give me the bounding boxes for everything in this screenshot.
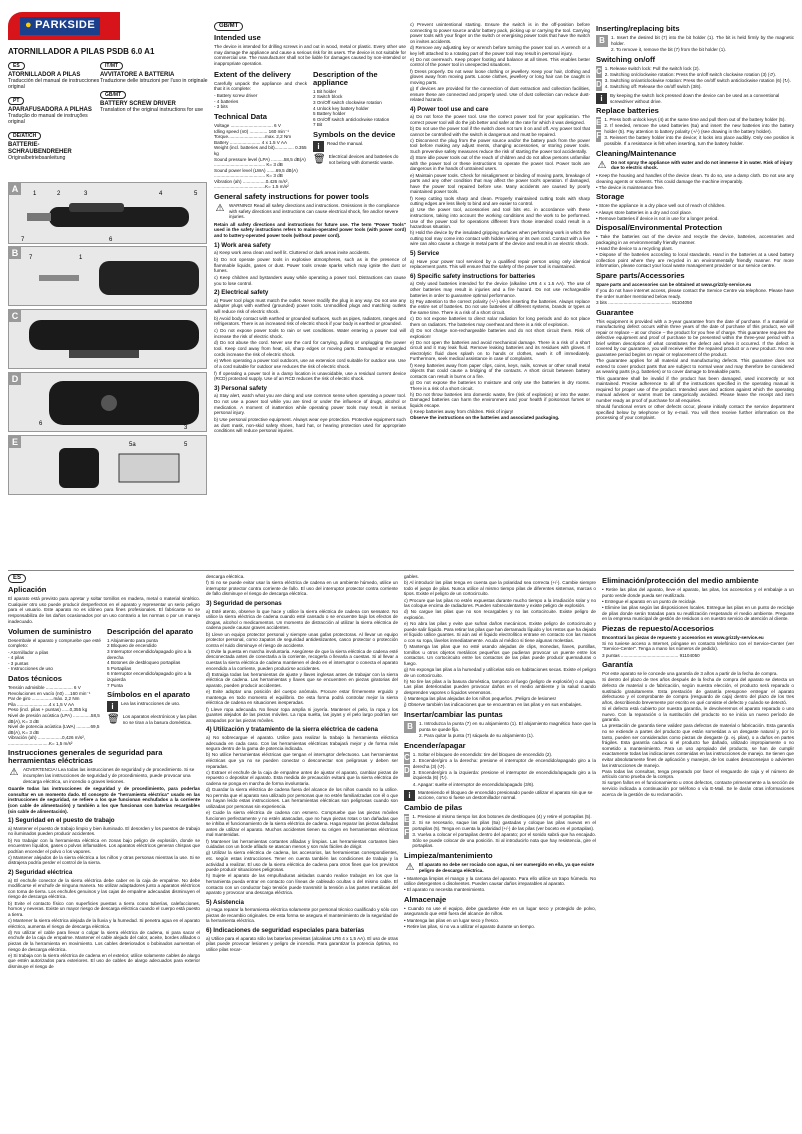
info-icon: i bbox=[596, 93, 607, 104]
figure-letter: A bbox=[9, 183, 21, 195]
figure-d bbox=[8, 372, 207, 432]
figure-letter: E bbox=[9, 436, 21, 448]
callout: 3 bbox=[184, 425, 188, 431]
callout: 6 bbox=[109, 237, 113, 243]
lang-badge: ES bbox=[8, 62, 25, 70]
warning-icon: ⚠ bbox=[597, 159, 607, 171]
warning-icon: ⚠ bbox=[9, 767, 19, 779]
en-column-2: c) Prevent unintentional starting. Ensure the switch is in the off-position before connecting to power source and/or battery pack, picking up or carrying the tool. Carrying power tools with your finger on the switch or energising power tools that have the switch on invites accidents. d) Remove any adjusting key or wrench before turning the power tool on. A wrench or a key left attached to a rotating part of the power tool may result in personal injury. e) Do not overreach. Keep proper footing and balance at all times. This enables better control of the power tool in unexpected situations. f) Dress properly. Do not wear loose clothing or jewellery. Keep your hair, clothing and gloves away from moving parts. Loose clothes, jewellery or long hair can be caught in moving parts. g) If devices are provided for the connection of dust extraction and collection facilities, ensure these are connected and properly used. Use of dust collection can reduce dust-related hazards. 4) Power tool use and care a) Do not force the power tool. Use the correct power tool for your application. The correct power tool will do the job better and safer at the rate for which it was designed. b) Do not use the power tool if the switch does not turn it on and off. Any power tool that cannot be controlled with the switch is dangerous and must be repaired. c) Disconnect the plug from the power source and/or the battery pack from the power tool before making any adjust ments, changing accessories, or storing power tools. Such preventive safety measures reduce the risk of starting the power tool accidentally. d) Store idle power tools out of the reach of children and do not allow persons unfamiliar with the power tool or these instructions to operate the power tool. Power tools are dangerous in the hands of untrained users. e) Maintain power tools. Check for misalignment or binding of moving parts, breakage of parts and any other condition that may affect the power tool's operation. If damaged, have the power tool repaired before use. Many accidents are caused by poorly maintained power tools. f) Keep cutting tools sharp and clean. Properly maintained cutting tools with sharp cutting edges are less likely to bind and are easier to control. g) Use the power tool, accessories and tool bits etc. in accordance with these instructions, taking into account the working conditions and the work to be performed. Use of the power tool for operations different from those intended could result in a hazardous situation. h) Hold the device by the insulated gripping surfaces when performing work in which the cutting tool may come into contact with hidden wiring or its own cord. Contact with a live wire can also cause a charge in metal parts of the device and result in an electric shock. 5) Service a) Have your power tool serviced by a qualified repair person using only identical replacement parts. This will ensure that the safety of the power tool is maintained. 6) Specific safety instructions for batteries a) Only used batteries intended for the device (alkaline LR6 4 x 1.5 AA). The use of other batteries may result in injuries and a fire hazard. Do not use rechargeable batteries in order to guarantee optimal performance. b) Pay attention to the correct polarity (+/-) when inserting the batteries. Always replace the entire set of batteries. Do not use batteries of different systems, brands or types at the same time. There is a risk of a short circuit. c) Do not expose batteries to direct solar radiation for long periods and do not place them on radiators. The batteries may overheat and there is a risk of explosion. d) Do not charge non-rechargeable batteries and do not short circuit them. Risk of explosion! e) Do not open the batteries and avoid mechanical damage. There is a risk of a short circuit and it may leak fluid. Remove leaking batteries and its residues with gloves. If electrolytic fluid does splash on to hands or clothes, wash it off immediately. Furthermore, seek medical assistance in case of complaints. f) Keep batteries away from paper clips, coins, keys, nails, screws or other small metal objects that could cause a bridging of the contacts. A short circuit between battery contacts can result in burns or a fire. g) Do not expose the batteries to moisture and only use the batteries in dry rooms. There is a risk of a short circuit. h) Do not throw batteries into domestic waste, fire (risk of explosion) or into the water. Damaged batteries can harm the environment and your health if poisonous fumes or liquids escape. i) Keep batteries away from children. Risk of injury! Observe the instructions on the batteries and associated packaging. bbox=[410, 22, 590, 421]
es-column-1: ES Aplicación El aparato está previsto para apretar y soltar tornillos en madera, metal o material sintético. Cualquier otro uso puede producir desperfectos en el aparato y representar un serio peligro para el usuario. Este aparato no es idóneo para fines profesionales. El fabricante no se responsabiliza de los daños ocasionados por un uso contrario a los normas o por un manejo inadecuado. Volumen de suministro Desembale el aparato y compruebe que esté completo: - Atornillador a pilas - 4 pilas - 3 puntas - Instrucciones de uso Datos técnicos Tensión admisible ..................... 6 V Revoluciones en vacío (n0) ....160 min⁻¹ Par de giro .................máx. 2,2 Nm Pila .........................4 x 1,5 V AA Peso (incl. pilas + puntas) ......0,355 kg Nivel de presión acústica (LPA) ..............58,5 dB(A), K= 3 dB Nivel de potencia acústica (LWA) ...........69,5 dB(A), K= 3 dB Vibración (ah) ...................0,426 m/s², ................................K= 1,5 m/s² Descripción del aparato 1 Alojamiento para punta 2 Bloqueo de encendido 3 Interruptor encendido/apagado giro a la derecha 4 Botones de desbloqueo portapilas 5 Portapilas 6 Interruptor encendido/apagado giro a la izquierda 7 Punta Símbolos en el aparato i Lea las instrucciones de uso. 🗑 Los aparatos electrónicos y las pilas no se tiran a la basura doméstica. Instrucciones generales de seguridad para herramientas eléctricas ⚠ ADVERTENCIA! Lea todas las instrucciones de seguridad y de procedimiento. Si se incumplen las instrucciones de seguridad y de procedimiento, puede provocar una descarga eléctrica, un incendio o graves lesiones. Guarde todas las instrucciones de seguridad y de procedimiento, para poderlas consultar en un momento dado. El concepto de "herramienta eléctrica" usado en las instrucciones de seguridad, se refiere a los que funcionan enchufados a la corriente (con cable de alimentación) y también a los que funcionan con baterías recargables (sin cable de alimentación). 1) Seguridad en el puesto de trabajo a) Mantener el puesto de trabajo limpio y bien iluminado. El desorden y los puestos de trabajo no iluminados pueden producir accidentes. b) No trabajar con la herramienta eléctrica en zonas bajo peligro de explosión, donde se encuentren líquidos, gases o polvos inflamables. Los aparatos eléctricos generan chispas que podrían encender el polvo o los vapores. c) Mantener alejados de la sierra eléctrica a los niños y otras personas mientras la use. Si se distrajera podría perder el control de la sierra. 2) Seguridad eléctrica a) El enchufe conector de la sierra eléctrica debe caber en la caja de empalme. No debe modificarse el enchufe de ninguna manera. No utilizar adaptadores junto a aparatos eléctricos con toma de tierra. Los enchufes genuinos y las cajas de empalme adecuadas disminuyen el riesgo de descarga eléctrica. b) Evite el contacto físico con superficies puestas a tierra como tuberías, calefacciones, hornos y neveras. Existe un mayor riesgo de descarga eléctrica cuando el cuerpo está puesto a tierra. c) Mantener la sierra eléctrica alejada de la lluvia y la humedad. Si penetra agua en el aparato eléctrico, aumenta el riesgo de descarga eléctrica. d) No utilizar el cable para llevar o colgar la sierra eléctrica de cadena, ni para sacar el enchufe de la caja de empalme. Mantener el cable alejado del calor, aceite, bordes afilados o piezas de la herramienta en movimiento. Los cables deteriorados o bobinados aumentan el riesgo de descarga eléctrica. e) Si trabaja con la sierra eléctrica de cadena en el exterior, utilice solamente cables de alargo que estén autorizados para exteriores. El uso de cables de alargo adecuados para exterior disminuye el riesgo de bbox=[8, 575, 200, 969]
intended-use-heading: Intended use bbox=[214, 33, 261, 43]
figure-letter: B bbox=[9, 247, 21, 259]
es-column-2: descarga eléctrica. f) Si no se puede evitar usar la sierra eléctrica de cadena en un ambiente húmedo, utilice un interruptor protector contra corriente de fallo. El uso del interruptor protector contra corriente de fallo disminuye el riesgo de descarga eléctrica. 3) Seguridad de personas a) Esté atento, observe lo que hace y utilice la sierra eléctrica de cadena con sensatez. No utilice la sierra eléctrica de cadena cuando esté cansado o se encuentre bajo los efectos de drogas, alcohol o medicamentos. Un momento de distracción al utilizar la sierra eléctrica de cadena puede causar graves accidentes. b) Lleve un equipo protector personal y siempre unas gafas protectoras. Al llevar un equipo protector personal, como zapatos de seguridad antideslizantes, casco protector o protección contra el ruido disminuye el riesgo de accidente. c) Evite la puesta en marcha involuntaria. Asegúrese de que la sierra eléctrica de cadena esté desconectada antes de conectarla a la corriente, recogerla o llevarla a cuestas. Si al llevar a cuestas la sierra eléctrica de cadena mantienen el dedo en el interruptor o conecta el aparato encendido a la corriente, pueden producirse accidentes. d) Extraiga todas las herramientas de ajuste y llaves inglesas antes de trabajar con la sierra eléctrica de cadena. Las herramientas y llaves que se encuentren en piezas giratorias del aparato, pueden producir accidentes. e) Evite adoptar una posición del cuerpo anómala. Procure estar firmemente erguido y mantenga en todo momento el equilibrio. De esta forma podrá controlar mejor la sierra eléctrica de cadena en situaciones inesperadas. f) Lleve ropa adecuada. No llevar ropa amplia ni joyería. Mantener el pelo, la ropa y los guantes alejados de las piezas móviles. La ropa suelta, las joyas y el pelo largo podrían ser atrapados por las piezas móviles. 4) Utilización y tratamiento de la sierra eléctrica de cadena a) No sobrecargue el aparato. Utilice para realizar la trabajo la herramienta eléctrica adecuada en cada caso. Con las herramientas eléctricas trabajará mejor y de forma más segura dentro de la gama de potencia indicada. b) No utilice herramientas eléctricas que tengan el interruptor defectuoso. Las herramientas eléctricas que ya no se pueden conectar o desconectar son peligrosas y deben ser reparadas. c) Extraer el enchufe de la caja de empalme antes de ajustar el aparato, cambiar piezas de repuesto o depositar el aparato. Esta medida de precaución evitará que la sierra eléctrica de cadena se ponga en marcha de forma involuntaria. d) Guardar la sierra eléctrica de cadena fuera del alcance de los niños cuando no la utilice. No permita que el aparato sea utilizado por personas que no estén familiarizadas con él o que no hayan leído estas instrucciones. Las herramientas eléctricas son peligrosas cuando son utilizadas por personas sin experiencia. e) Cuide la sierra eléctrica de cadena con esmero. Compruebe que las piezas móviles funcionen perfectamente y no estén atascadas, que no haya piezas rotas o tan dañadas que se inhiba el funcionamiento de la sierra eléctrica de cadena. Haga reparar las piezas dañadas antes de utilizar el aparato. Muchos accidentes tienen su origen en herramientas eléctricas mal mantenidas. f) Mantener las herramientas cortantes afiladas y limpias. Las herramientas cortantes bien cuidadas con un borde afilado se atascan menos y son más fáciles de dirigir. g) Utilizar la sierra eléctrica de cadena, los accesorios, las herramientas correspondientes, etc. según estas instrucciones. Tener en cuenta también las condiciones de trabajo y la actividad a realizar. El uso de la sierra eléctrica de cadena para otros fines que los previstos puede producir situaciones peligrosas. h) Sujete el aparato de las empuñaduras aisladas cuando realice trabajos en los que la herramienta pueda entrar en contacto con líneas de cableado ocultas o del mismo cable. El contacto con un conductor bajo tensión puede transmitir la tensión a las partes metálicas del aparato y provocar una descarga eléctrica. 5) Asistencia a) Haga reparar la herramienta eléctrica solamente por personal técnico cualificado y sólo con piezas de recambio originales. De esta forma se asegura el mantenimiento de la seguridad de la herramienta eléctrica. 6) Indicaciones de seguridad especiales para baterías a) Utilice para el aparato sólo las baterías previstas (alcalinas LR6 4 x 1,5 AA). El uso de otras pilas puede provocar lesiones y peligro de incendio. Para garantizar la potencia óptima, no utilice pilas recar- bbox=[206, 574, 398, 952]
figure-ref: F bbox=[404, 828, 410, 837]
figure-ref: D bbox=[596, 79, 602, 89]
figure-ref: B bbox=[596, 35, 608, 47]
extent-heading: Extent of the delivery bbox=[214, 69, 291, 79]
callout: 1 bbox=[33, 191, 37, 197]
callout: 4 bbox=[159, 191, 163, 197]
intended-use-text: The device is intended for drilling screws in and out in wood, metal or plastic. Every other use may damage the appliance and cause a serious risk for its users. The device is not suitable for commercial use. The manufacturer shall not be liable for damages caused by non-intended or inappropriate operation. bbox=[214, 44, 406, 67]
callout: 7 bbox=[21, 237, 25, 243]
figure-ref: E bbox=[596, 118, 602, 128]
callout: 5a bbox=[129, 442, 136, 448]
lang-title: ATORNILLADOR A PILAS bbox=[8, 72, 81, 79]
lang-badge-es: ES bbox=[8, 574, 26, 583]
bit-insert-drawing bbox=[9, 247, 207, 306]
figure-e bbox=[8, 435, 207, 495]
description-heading: Description of the appliance bbox=[313, 69, 378, 87]
figure-ref: C bbox=[596, 66, 602, 76]
lang-badge: GB/MT bbox=[100, 91, 126, 99]
lang-subtitle: Tradução do manual de instruções original bbox=[8, 112, 88, 125]
parkside-logo: ● PARKSIDE bbox=[8, 12, 120, 40]
lang-gb bbox=[100, 87, 210, 114]
lang-pt bbox=[8, 93, 100, 126]
language-list-right bbox=[100, 58, 210, 116]
info-icon: i bbox=[404, 790, 415, 801]
callout: 3 bbox=[84, 191, 88, 197]
lang-subtitle: Translation of the original instructions for use bbox=[100, 106, 204, 113]
callout: 6 bbox=[39, 421, 43, 427]
lang-badge: DE/AT/CH bbox=[8, 132, 41, 140]
lang-es bbox=[8, 58, 100, 91]
figure-a bbox=[8, 182, 207, 244]
weee-bin-icon: 🗑 bbox=[313, 153, 326, 165]
figure-ref: F bbox=[596, 131, 602, 141]
lang-badge: PT bbox=[8, 97, 24, 105]
language-list-left bbox=[8, 58, 100, 164]
section-divider bbox=[8, 570, 794, 571]
es-column-4: Eliminación/protección del medio ambiente • Retire las pilas del aparato, lleve el aparato, las pilas, los accesorios y el embalaje a un punto verde donde pueda ser reutilizado. • Entregue el aparato en un punto de reciclaje. • Elimine las pilas según las disposiciones locales. Entregue las pilas en un punto de reciclaje de pilas donde serán tratadas para su reutilización respetando el medio ambiente. Pregunte en la empresa municipal de gestión de residuos o en nuestro servicio de atención al cliente. Piezas de repuesto/Accesorios Encontrará las piezas de repuesto y accesorios en www.grizzly-service.eu Si no tuviese acceso a Internet, póngase en contacto telefónico con el Service-Center (ver "Service-Center". Tenga a mano los números de pedido). 3 puntas ............................................. 91104050 Garantía Por este aparato se le concede una garantía de 3 años a partir de la fecha de compra. Si dentro del plazo de tres años después de la fecha de compra del aparato se detecta un defecto de material o de fabricación, según nuestra elección, el producto será reparado o sustituido gratuitamente. Esta prestación de garantía presupone entregar el aparato defectuoso y el comprobante de compra (resguardo de caja) dentro del plazo de los tres años, describiendo brevemente por escrito en qué consiste el defecto y cuándo se detectó. Si el defecto está cubierto por nuestra garantía, le devolveremos el aparato reparado o uno nuevo. Con la reparación o la sustitución del producto no se inicia un nuevo período de garantía. La prestación de garantía tiene validez para defectos de material o fabricación. Esta garantía no se extiende a partes del producto que están sometidas a un desgaste natural y, por lo tanto, pueden ser considerados como piezas de desgaste (p. ej. pilas), o a daños en partes frágiles. Esta garantía caduca si el producto fue dañado, utilizado impropiamente o no sometido a mantenimiento. Para un uso apropiado del producto, se han de cumplir exactamente todas las indicaciones contenidas en las instrucciones de manejo. Se tienen que evitar absolutamente fines de aplicación y manejos, de los cuales desaconsejan o advierten las instrucciones de manejo. Para todas las consultas, tenga preparado por favor el resguardo de caja y el número de artículo como prueba de la compra. Si surgen fallos en el funcionamiento u otros defectos, contacte primeramente a la sección de servicio indicada a continuación por teléfono o vía E-Mail. Se le darán otras informaciones acerca de la gestión de su reclamación. bbox=[602, 576, 794, 797]
lang-badge-en: GB/MT bbox=[214, 22, 243, 31]
switch-drawing bbox=[9, 373, 207, 432]
callout: 5 bbox=[184, 442, 188, 448]
lang-title: APARAFUSADORA A PILHAS bbox=[8, 107, 92, 114]
figure-ref: E bbox=[404, 815, 410, 824]
screwdriver-drawing bbox=[9, 183, 207, 244]
lang-de bbox=[8, 128, 100, 162]
en-column-3: Inserting/replacing bits B 1. Insert the desired bit (7) into the bit holder (1). The bit is held firmly by the magnetic holder. 2. To remove it, remove the bit (7) from the bit holder (1). Switching on/off C D 1. Release switch lock: Pull the switch lock (2). 2. Switching on/clockwise rotation: Press the on/off switch clockwise rotation (3) (↺). 3. Switching on/anticlockwise rotation: Press the on/off switch anticlockwise rotation (6) (↻). 4. Switching off: Release the on/off switch (3/6). i By keeping the switch lock pressed down the device can be used as a conventional screwdriver without drive. Replace batteries E F 1. Press both unlock keys (4) at the same time and pull them out of the battery holder (5). 2. If needed, remove the used batteries (5a) and insert the new batteries into the battery holder (5). Pay attention to battery polarity (+/-) (see drawing in the battery holder). 3. Reinsert the battery holder into the device; it locks into place audibly. Only one position is possible. If a resistance is felt when inserting, turn the battery holder. Cleaning/Maintenance ⚠ Do not spray the appliance with water and do not immerse it in water. Risk of injury due to electric shock. • Keep the housing and handles of the device clean. To do so, use a damp cloth. Do not use any cleaning agents or solvents. This could damage the machine irreparably. • The device is maintenance free. Storage • Store the appliance in a dry place well out of reach of children. • Always store batteries in a dry and cool place. • Remove batteries if device is not in use for a longer period. Disposal/Environmental Protection • Take the batteries out of the device and recycle the device, batteries, accessories and packaging in an environmentally friendly manner. • Hand the device to a recycling plant. • Dispose of the batteries according to local standards. Hand in the batteries at a used battery collection point where they are recycled in an environmentally friendly manner. For more information, please contact your local waste management provider or our service centre. Spare parts/Accessories Spare parts and accessories can be obtained at www.grizzly-service.eu If you do not have internet access, please contact the Service Centre via telephone. Please have the order number mentioned below ready. 3 bits ................................................. 91104050 Guarantee This equipment is provided with a 3-year guarantee from the date of purchase. If a material or manufacturing defect occurs within three years of the date of purchase of this product, we will repair or replace – at our choice – the product for you free of charge. This guarantee requires the defective equipment and proof of purchase to be presented within the three-year period with a brief written description of what constitutes the defect and when it occurred. If the defect is covered by our guarantee, you will receive either the repaired product or a new product. No new guarantee period begins on repair or replacement of the product. The guarantee applies for all material and manufacturing defects. This guarantee does not extend to cover product parts that are subject to normal wear and may therefore be considered as wearing parts (e.g. batteries) or to cover damage to breakable parts. This guarantee shall be invalid if the product has been damaged, used incorrectly or not maintained. Precise adherence to all of the instructions specified in the operating manual is required for proper use of the product. Intended uses and actions against which the operating manual advises or warns must be categorically avoided. Please leave the receipt and item number ready as proof of purchase for all enquiries. Should functional errors or other defects occur, please initially contact the service department specified below by telephone or by e-mail. You will then receive further information on the processing of your complaint. bbox=[596, 24, 794, 421]
figure-letter: C bbox=[9, 310, 21, 322]
en-column-1: GB/MT Intended use The device is intended for drilling screws in and out in wood, metal or plastic. Every other use may damage the appliance and cause a serious risk for its users. The device is not suitable for commercial use. The manufacturer shall not be liable for damages caused by non-intended or inappropriate operation. Extent of the delivery Carefully unpack the appliance and check that it is complete: - Battery screw driver - 4 batteries - 3 bits Technical Data Voltage ................................. 6 V Idling speed (n0) .............. 160 min⁻¹ Torque.............................max. 2,2 Nm Battery ........................ 4 x 1.5 V AA Weight (incl. batteries and bit)............... 0.355 kg Sound pressure level (LPA) ..........58,5 dB(A) ........................................ K= 3 dB Sound power level (LWA) .......69,5 dB(A) ........................................ K= 3 dB Vibration (ah) ..................0.426 m/s², ........................................K= 1.5 m/s² Description of the appliance 1 Bit holder 2 Switch block 3 On/Off switch clockwise rotation 4 Unlock key battery holder 5 Battery holder 6 On/Off switch anticlockwise rotation 7 Bit Symbols on the device i Read the manual. 🗑 Electrical devices and batteries do not belong with domestic waste. General safety instructions for power tools ⚠ WARNING! Read all safety directions and instructions. Omissions in the compliance with safety directions and instructions can cause electrical shock, fire and/or severe injuries. Retain all safety directions and instructions for future use. The term "Power Tools" used in the safety instructions refers to mains-operated power tools (with power cord) and to battery-operated power tools (without power cord). 1) Work area safety a) Keep work area clean and well lit. Cluttered or dark areas invite accidents. b) Do not operate power tools in explosive atmospheres, such as in the presence of flammable liquids, gases or dust. Power tools create sparks which may ignite the dust or fumes. c) Keep children and bystanders away while operating a power tool. Distractions can cause you to lose control. 2) Electrical safety a) Power tool plugs must match the outlet. Never modify the plug in any way. Do not use any adapter plugs with earthed (grounded) power tools. Unmodified plugs and matching outlets will reduce risk of electric shock. b) Avoid body contact with earthed or grounded surfaces, such as pipes, radiators, ranges and refrigerators. There is an increased risk of electric shock if your body is earthed or grounded. c) Do not expose power tools to rain or wet conditions. Water entering a power tool will increase the risk of electric shock. d) Do not abuse the cord. Never use the cord for carrying, pulling or unplugging the power tool. Keep cord away from heat, oil, sharp edges or moving parts. Damaged or entangled cords increase the risk of electric shock. e) When operating a power tool outdoors, use an extension cord suitable for outdoor use. Use of a cord suitable for outdoor use reduces the risk of electric shock. f) If operating a power tool in a damp location is unavoidable, use a residual current device (RCD) protected supply. Use of an RCD reduces the risk of electric shock. 3) Personal safety a) Stay alert, watch what you are doing and use common sense when operating a power tool. Do not use a power tool while you are tired or under the influence of drugs, alcohol or medication. A moment of inattention while operating power tools may result in serious personal injury. b) Use personal protective equipment. Always wear eye protection. Protective equipment such as dust mask, non-skid safety shoes, hard hat, or hearing protection used for appropriate conditions will reduce personal injuries. bbox=[214, 23, 406, 434]
weee-bin-icon: 🗑 bbox=[107, 714, 120, 726]
figure-b bbox=[8, 246, 207, 306]
lang-subtitle: Traduzione delle istruzioni per l'uso in originale bbox=[100, 77, 208, 84]
warning-icon: ⚠ bbox=[215, 203, 225, 215]
lang-subtitle: Originalbetriebsanleitung bbox=[8, 154, 66, 161]
lang-badge: IT/MT bbox=[100, 62, 123, 70]
figure-letter: D bbox=[9, 373, 21, 385]
brand-name: PARKSIDE bbox=[35, 19, 96, 32]
callout: 2 bbox=[57, 191, 61, 197]
switch-lock-drawing bbox=[9, 310, 207, 369]
lang-it bbox=[100, 58, 210, 85]
tech-heading: Technical Data bbox=[214, 111, 268, 121]
es-column-3: gables. b) Al introducir las pilas tenga en cuenta que la polaridad sea correcta (+/-). Cambie siempre todo el juego de pilas. Nunca utilice al mismo tiempo pilas de diferentes sistemas, marcas o tipos. Existe el peligro de un cortocircuito. c) Procure que las pilas no estén expuestas durante mucho tiempo a la irradiación solar y no las coloque encima de radiadores. Pueden sobrecalentarse y existe peligro de explosión. d) No cargue las pilas que no son recargables y no las cortocircuite. Existe peligro de explosión. e) No abra las pilas y evite que sufran daños mecánicos. Existe peligro de cortocircuito y puede salir líquido. Para retirar las pilas que han derramado líquido y los restos que ha dejado el líquido utilice guantes. Si aún así el líquido electrolítico entrase en contacto con las manos o con su ropa, lávelos inmediatamente. Acuda al médico si tiene algunas molestias. f) Mantenga las pilas que no esté usando alejadas de clips, monedas, llaves, puntillas, tornillos u otros objetos metálicos pequeños que pudieran provocar un puente entre los contactos. Un cortocircuito entre los contactos de las pilas puede producir quemaduras o fuego. g) No exponga las pilas a la humedad y utilícelas solo en habitaciones secas. Existe el peligro de un cortocircuito. h) No tire las pilas a la basura doméstica, tampoco al fuego (peligro de explosión) o al agua. Las pilas deterioradas pueden provocar daños en el medio ambiente y la salud cuando desprenden vapores o líquidos venenosos. i) Mantenga las pilas alejadas de los niños pequeños. ¡Peligro de lesiones! j) Observe también las indicaciones que se encuentran en las pilas y en sus embalajes. Insertar/cambiar las puntas B 1. Introduzca la punta (7) en su alojamiento (1). El alojamiento magnético hace que la punta se quede fija. 2. Para quitar la punta (7) sáquela de su alojamiento (1). Encender/apagar C D 1. Soltar el bloqueo de encendido: tire del bloqueo de encendido (2). 2. Encender/giro a la derecha: presione el interruptor de encendido/apagado giro a la derecha (3) (↺). 3. Encender/giro a la izquierda: presione el interruptor de encendido/apagado giro a la izquierda (6) (↻). 4. Apagar: suelte el interruptor de encendido/apagado (3/6). i Manteniendo el bloqueo de encendido presionado puede utilizar el aparato sin que se accione, como si fuese un destornillador normal. Cambio de pilas E F 1. Presione al mismo tiempo los dos botones de desbloqueo (4) y retire el portapilas (5). 2. Si se necesario, saque las pilas (5a) gastadas y coloque las pilas nuevas en el portapilas (5). Tenga en cuenta la polaridad (+/-) de las pilas (ver boceto en el portapilas). 3. Vuelva a colocar el portapilas dentro del aparato; por el sonido sabrá que ha encajado. Sólo se puede colocar de una posición. Si al introducirlo nota que hay resistencia, gire el portapilas. Limpieza/mantenimiento ⚠ El aparato no debe ser rociado con agua, ni ser sumergido en ella, ya que existe peligro de descarga eléctrica. • Mantenga limpios el mango y la carcasa del aparato. Para ello utilice un trapo húmedo. No utilice detergentes o disolventes. Pueden causar daños irreparables al aparato. • El aparato no necesita mantenimiento. Almacenaje • Cuando no use el equipo, debe guardarse éste en un lugar seco y protegido de polvo, asegurando que esté fuera del alcance de niños. • Mantenga las pilas en un lugar seco y fresco. • Retire las pilas, si no va a utilizar el aparato durante un tiempo. bbox=[404, 574, 596, 929]
figure-c bbox=[8, 309, 207, 369]
lang-title: BATTERIE-SCHRAUBENDREHER bbox=[8, 141, 72, 155]
product-title: ATORNILLADOR A PILAS PSDB 6.0 A1 bbox=[8, 47, 155, 56]
battery-holder-drawing bbox=[9, 436, 207, 495]
figure-ref: B bbox=[404, 721, 416, 733]
safety-heading: General safety instructions for power tools bbox=[214, 192, 369, 202]
warning-icon: ⚠ bbox=[405, 862, 415, 874]
figure-ref: D bbox=[404, 765, 410, 775]
figure-ref: C bbox=[404, 752, 410, 762]
lang-title: AVVITATORE A BATTERIA bbox=[100, 72, 175, 79]
lang-title: BATTERY SCREW DRIVER bbox=[100, 101, 176, 108]
callout: 7 bbox=[29, 255, 33, 261]
callout: 1 bbox=[79, 255, 83, 261]
manual-icon: i bbox=[107, 701, 118, 712]
callout: 5 bbox=[194, 191, 198, 197]
manual-icon: i bbox=[313, 141, 324, 152]
lang-subtitle: Traducción del manual de instrucciones original bbox=[8, 77, 100, 90]
symbols-heading: Symbols on the device bbox=[313, 129, 396, 139]
